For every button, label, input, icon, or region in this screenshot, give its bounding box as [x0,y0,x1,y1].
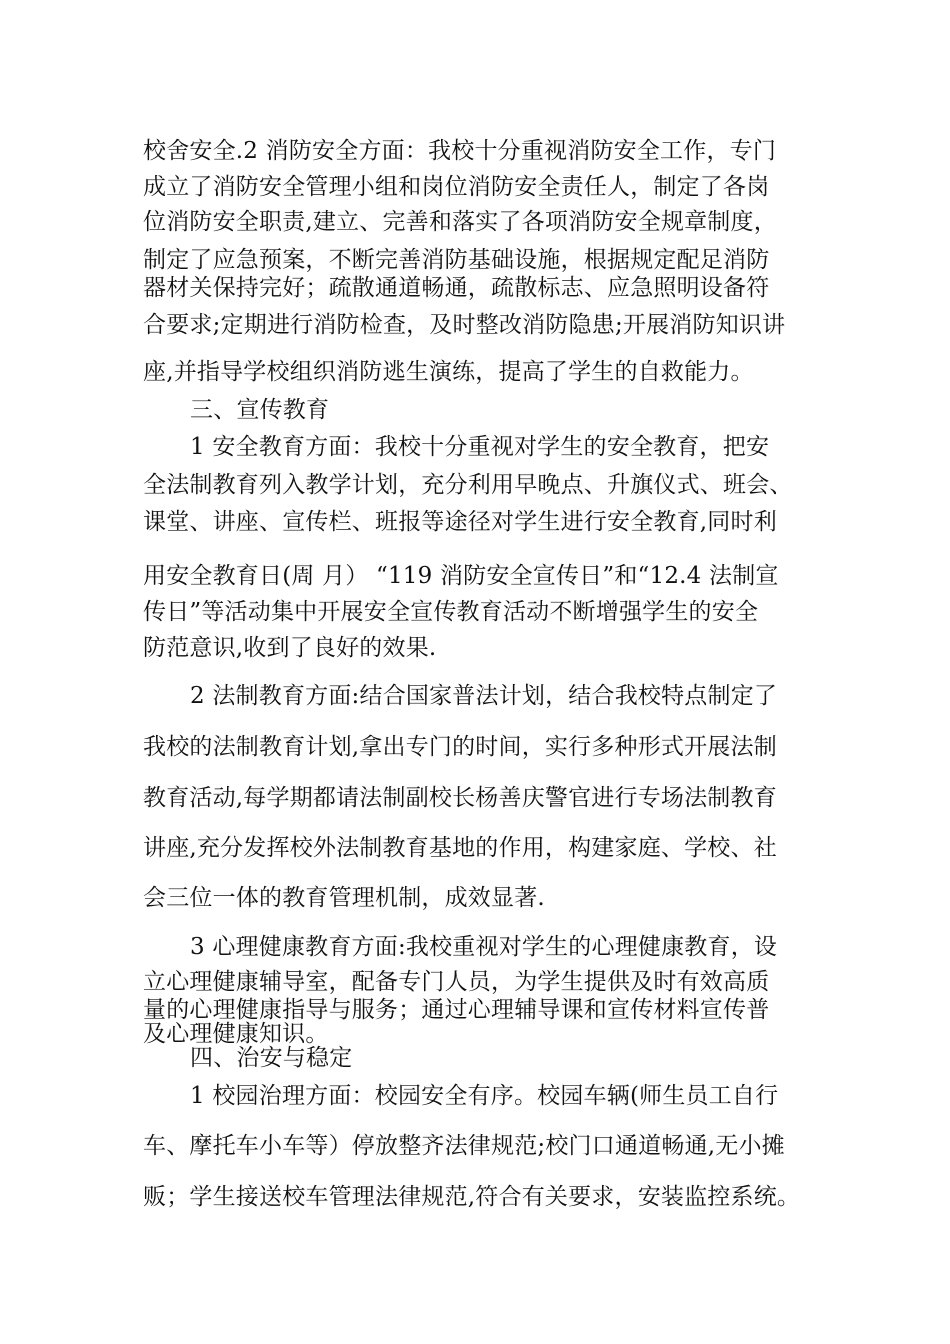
text-line: 位消防安全职责,建立、完善和落实了各项消防安全规章制度， [143,209,777,235]
text-line: 会三位一体的教育管理机制，成效显著. [143,885,545,911]
text-line: 量的心理健康指导与服务；通过心理辅导课和宣传材料宣传普 [143,997,770,1023]
text-line: 贩；学生接送校车管理法律规范,符合有关要求，安装监控系统。 [143,1184,801,1210]
text-line: 传日”等活动集中开展安全宣传教育活动不断增强学生的安全 [143,599,759,625]
paragraph-first-line: 1 校园治理方面：校园安全有序。校园车辆(师生员工自行 [190,1083,779,1109]
text-line: 用安全教育日(周 月） “119 消防安全宣传日”和“12.4 法制宣 [143,563,779,589]
text-line: 防范意识,收到了良好的效果. [143,635,437,661]
paragraph-first-line: 2 法制教育方面:结合国家普法计划，结合我校特点制定了 [190,683,778,709]
text-line: 课堂、讲座、宣传栏、班报等途径对学生进行安全教育,同时利 [143,509,777,535]
section-heading: 三、宣传教育 [190,397,330,423]
text-line: 成立了消防安全管理小组和岗位消防安全责任人，制定了各岗 [143,174,770,200]
section-heading: 四、治安与稳定 [190,1045,353,1071]
text-line: 立心理健康辅导室，配备专门人员，为学生提供及时有效高质 [143,969,770,995]
text-line: 我校的法制教育计划,拿出专门的时间，实行多种形式开展法制 [143,734,777,760]
text-line: 全法制教育列入教学计划，充分利用早晚点、升旗仪式、班会、 [143,472,793,498]
paragraph-first-line: 3 心理健康教育方面:我校重视对学生的心理健康教育，设 [190,934,778,960]
text-line: 制定了应急预案，不断完善消防基础设施，根据规定配足消防 [143,247,770,273]
text-line: 车、摩托车小车等）停放整齐法律规范;校门口通道畅通,无小摊 [143,1133,785,1159]
text-line: 器材关保持完好；疏散通道畅通，疏散标志、应急照明设备符 [143,275,770,301]
text-line: 教育活动,每学期都请法制副校长杨善庆警官进行专场法制教育 [143,785,777,811]
text-line: 座,并指导学校组织消防逃生演练，提高了学生的自救能力。 [143,359,754,385]
text-line: 及心理健康知识。 [143,1021,329,1047]
paragraph-first-line: 1 安全教育方面：我校十分重视对学生的安全教育，把安 [190,434,770,460]
text-line: 合要求;定期进行消防检查，及时整改消防隐患;开展消防知识讲 [143,312,786,338]
text-line: 讲座,充分发挥校外法制教育基地的作用，构建家庭、学校、社 [143,835,777,861]
text-line: 校舍安全.2 消防安全方面：我校十分重视消防安全工作，专门 [143,138,777,164]
